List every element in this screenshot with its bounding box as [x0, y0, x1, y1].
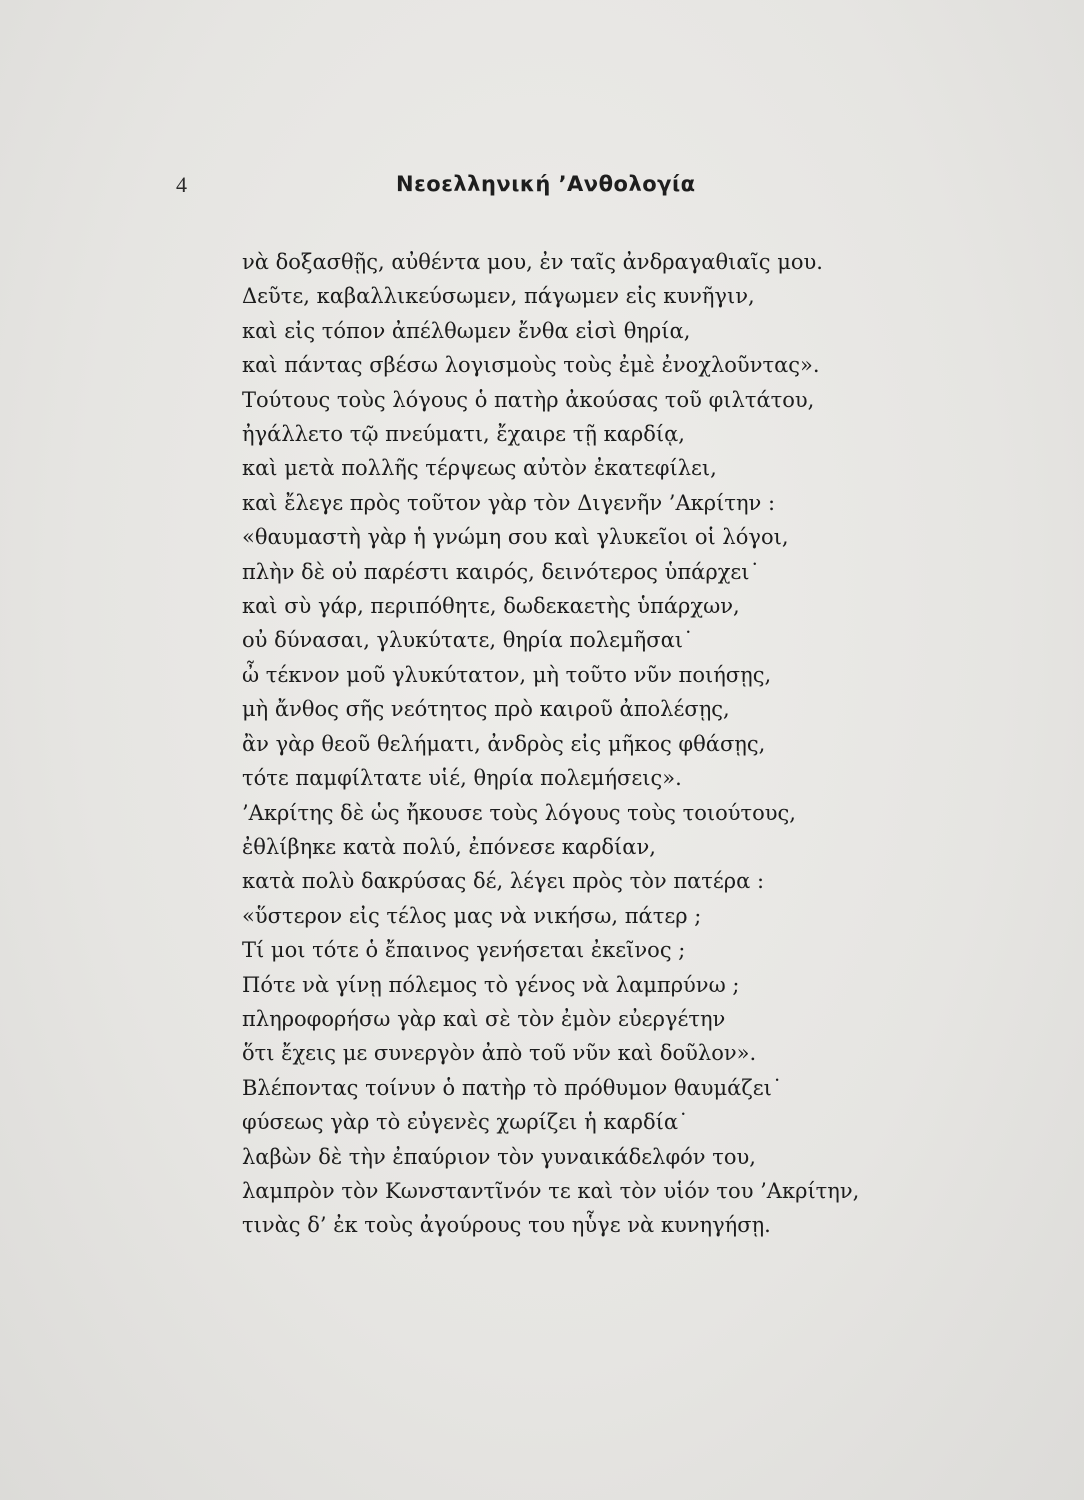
running-title: Νεοελληνική ’Ανθολογία — [396, 172, 696, 196]
verse-line: φύσεως γὰρ τὸ εὐγενὲς χωρίζει ἡ καρδία˙ — [242, 1110, 689, 1135]
verse-line: πλὴν δὲ οὐ παρέστι καιρός, δεινότερος ὑπάρχει˙ — [242, 559, 761, 584]
verse-line: ἂν γὰρ θεοῦ θελήματι, ἀνδρὸς εἰς μῆκος φθάσῃς, — [242, 731, 766, 756]
verse-line: Πότε νὰ γίνῃ πόλεμος τὸ γένος νὰ λαμπρύνω ; — [242, 972, 740, 997]
verse-line: μὴ ἄνθος σῆς νεότητος πρὸ καιροῦ ἀπολέσῃς, — [242, 697, 730, 722]
verse-text — [242, 245, 962, 1243]
verse-line: οὐ δύνασαι, γλυκύτατε, θηρία πολεμῆσαι˙ — [242, 628, 694, 653]
verse-line: ἠγάλλετο τῷ πνεύματι, ἔχαιρε τῇ καρδίᾳ, — [242, 422, 685, 447]
verse-line: πληροφορήσω γὰρ καὶ σὲ τὸν ἐμὸν εὐεργέτην — [242, 1006, 726, 1031]
verse-line: καὶ μετὰ πολλῆς τέρψεως αὐτὸν ἐκατεφίλει, — [242, 456, 717, 481]
verse-line: ’Ακρίτης δὲ ὡς ἤκουσε τοὺς λόγους τοὺς τοιούτους, — [242, 800, 796, 825]
verse-line: νὰ δοξασθῇς, αὐθέντα μου, ἐν ταῖς ἀνδραγαθιαῖς μου. — [242, 250, 823, 274]
verse-line: τότε παμφίλτατε υἱέ, θηρία πολεμήσεις». — [242, 766, 682, 791]
verse-line: κατὰ πολὺ δακρύσας δέ, λέγει πρὸς τὸν πατέρα : — [242, 869, 765, 894]
verse-line: Βλέποντας τοίνυν ὁ πατὴρ τὸ πρόθυμον θαυμάζει˙ — [242, 1075, 783, 1100]
verse-line: ἐθλίβηκε κατὰ πολύ, ἐπόνεσε καρδίαν, — [242, 834, 656, 859]
verse-line: λαμπρὸν τὸν Κωνσταντῖνόν τε καὶ τὸν υἱόν του ’Ακρίτην, — [242, 1178, 860, 1203]
verse-line: «θαυμαστὴ γὰρ ἡ γνώμη σου καὶ γλυκεῖοι οἱ λόγοι, — [242, 525, 789, 550]
page-number: 4 — [176, 172, 187, 197]
verse-line: Τούτους τοὺς λόγους ὁ πατὴρ ἀκούσας τοῦ φιλτάτου, — [242, 387, 815, 412]
verse-line: καὶ πάντας σβέσω λογισμοὺς τοὺς ἐμὲ ἐνοχλοῦντας». — [242, 353, 820, 378]
verse-line: «ὕστερον εἰς τέλος μας νὰ νικήσω, πάτερ ; — [242, 903, 702, 928]
verse-line: Τί μοι τότε ὁ ἔπαινος γενήσεται ἐκεῖνος ; — [242, 938, 686, 963]
verse-line: καὶ σὺ γάρ, περιπόθητε, δωδεκαετὴς ὑπάρχων, — [242, 594, 740, 619]
verse-line: τινὰς δ’ ἐκ τοὺς ἀγούρους του ηὗγε νὰ κυνηγήσῃ. — [242, 1213, 771, 1238]
verse-line: ὦ τέκνον μοῦ γλυκύτατον, μὴ τοῦτο νῦν ποιήσῃς, — [242, 662, 772, 687]
verse-line: καὶ ἔλεγε πρὸς τοῦτον γὰρ τὸν Διγενῆν ’Ακρίτην : — [242, 490, 776, 515]
verse-line: καὶ εἰς τόπον ἀπέλθωμεν ἔνθα εἰσὶ θηρία, — [242, 318, 691, 343]
verse-line: Δεῦτε, καβαλλικεύσωμεν, πάγωμεν εἰς κυνῆγιν, — [242, 284, 755, 309]
verse-line: λαβὼν δὲ τὴν ἐπαύριον τὸν γυναικάδελφόν του, — [242, 1144, 756, 1169]
verse-line: ὅτι ἔχεις με συνεργὸν ἀπὸ τοῦ νῦν καὶ δοῦλον». — [242, 1041, 757, 1066]
